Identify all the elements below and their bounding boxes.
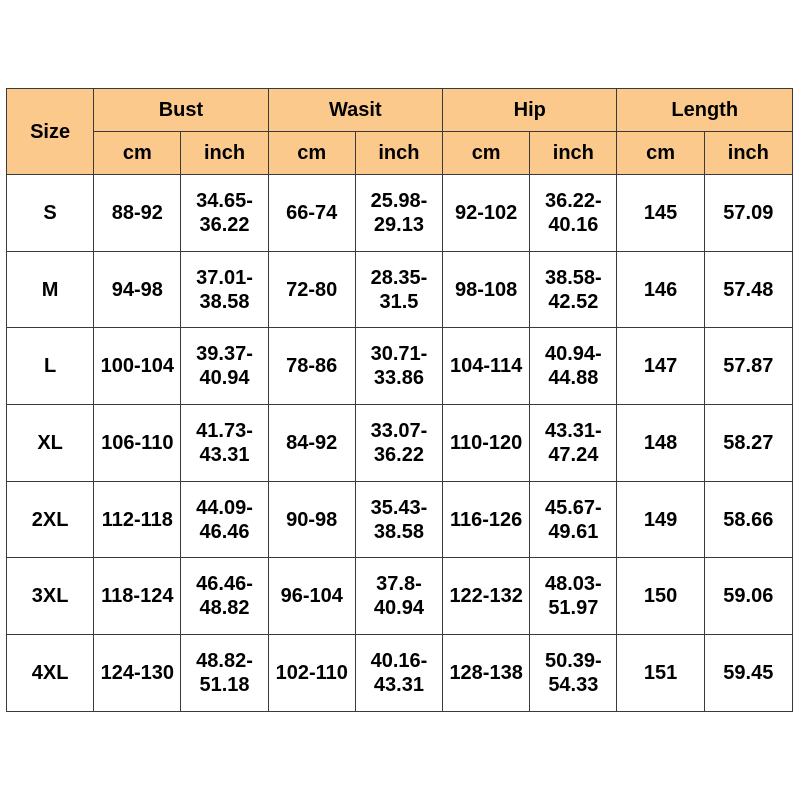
hip-header: Hip <box>443 89 617 132</box>
waist-inch-cell-line: 38.58 <box>373 520 424 543</box>
bust-inch-cell <box>181 175 268 252</box>
waist-inch-cell-line: 35.43- <box>370 496 428 519</box>
length-cm-cell: 145 <box>617 175 704 252</box>
table-row <box>7 635 793 712</box>
waist-inch-cell-line: 40.16- <box>370 649 428 672</box>
waist-inch-cell <box>355 635 442 712</box>
bust-inch-cell-line: 41.73- <box>196 419 253 442</box>
bust-cm-cell: 94-98 <box>94 251 181 328</box>
length-inch-cell: 57.48 <box>704 251 792 328</box>
hip-inch-cell <box>530 251 617 328</box>
length-inch-cell: 58.27 <box>704 405 792 482</box>
hip-inch-cell-line: 38.58- <box>544 266 602 289</box>
hip-inch-cell-line: 51.97 <box>548 597 599 620</box>
length-inch-cell: 58.66 <box>704 481 792 558</box>
bust-inch-cell-line: 37.01- <box>196 266 253 289</box>
bust-inch-cell <box>181 405 268 482</box>
bust-inch-cell-line: 36.22 <box>199 213 250 236</box>
size-cell: 4XL <box>7 635 94 712</box>
waist-inch-cell <box>355 251 442 328</box>
table-row <box>7 251 793 328</box>
hip-cm-cell: 92-102 <box>443 175 530 252</box>
length-cm-cell: 147 <box>617 328 704 405</box>
hip-inch-cell-line: 43.31- <box>544 419 602 442</box>
hip-cm-cell: 128-138 <box>443 635 530 712</box>
waist-inch-cell <box>355 481 442 558</box>
table-body <box>7 175 793 712</box>
waist-inch-cell-line: 43.31 <box>373 673 424 696</box>
bust-header: Bust <box>94 89 268 132</box>
size-cell: L <box>7 328 94 405</box>
length-cm-header: cm <box>617 132 704 175</box>
bust-inch-cell-line: 39.37- <box>196 343 253 366</box>
waist-inch-cell-line: 37.8- <box>376 573 422 596</box>
hip-inch-cell <box>530 481 617 558</box>
bust-inch-cell-line: 48.82 <box>199 597 250 620</box>
waist-cm-cell: 72-80 <box>268 251 355 328</box>
waist-inch-cell-line: 28.35- <box>370 266 428 289</box>
bust-cm-cell: 118-124 <box>94 558 181 635</box>
size-cell: M <box>7 251 94 328</box>
waist-cm-cell: 96-104 <box>268 558 355 635</box>
size-cell: 2XL <box>7 481 94 558</box>
hip-inch-cell <box>530 405 617 482</box>
bust-inch-cell-line: 51.18 <box>199 673 250 696</box>
header-group-row <box>7 89 793 132</box>
length-cm-cell: 151 <box>617 635 704 712</box>
length-header: Length <box>617 89 793 132</box>
bust-cm-cell: 112-118 <box>94 481 181 558</box>
hip-inch-cell-line: 36.22- <box>544 189 602 212</box>
waist-cm-cell: 102-110 <box>268 635 355 712</box>
bust-inch-cell-line: 43.31 <box>199 443 250 466</box>
bust-inch-cell-line: 48.82- <box>196 649 253 672</box>
bust-inch-cell-line: 38.58 <box>199 290 250 313</box>
bust-inch-cell-line: 40.94 <box>199 367 250 390</box>
hip-inch-cell <box>530 558 617 635</box>
bust-cm-cell: 124-130 <box>94 635 181 712</box>
table-header <box>7 89 793 175</box>
length-inch-cell: 57.87 <box>704 328 792 405</box>
hip-cm-cell: 110-120 <box>443 405 530 482</box>
table-row <box>7 328 793 405</box>
bust-inch-cell <box>181 635 268 712</box>
bust-inch-cell <box>181 481 268 558</box>
hip-cm-cell: 104-114 <box>443 328 530 405</box>
waist-inch-cell-line: 25.98- <box>370 189 428 212</box>
table-row <box>7 558 793 635</box>
bust-inch-cell-line: 46.46 <box>199 520 250 543</box>
hip-inch-cell-line: 54.33 <box>548 673 599 696</box>
waist-inch-cell-line: 33.07- <box>370 419 428 442</box>
bust-inch-cell-line: 34.65- <box>196 189 253 212</box>
hip-inch-cell-line: 48.03- <box>544 573 602 596</box>
hip-inch-cell <box>530 635 617 712</box>
hip-inch-cell-line: 47.24 <box>548 443 599 466</box>
hip-inch-header: inch <box>530 132 617 175</box>
waist-inch-cell <box>355 405 442 482</box>
bust-inch-cell <box>181 251 268 328</box>
hip-inch-cell <box>530 175 617 252</box>
table-row <box>7 481 793 558</box>
waist-cm-cell: 84-92 <box>268 405 355 482</box>
hip-inch-cell-line: 40.94- <box>544 343 602 366</box>
bust-inch-cell-line: 44.09- <box>196 496 253 519</box>
size-cell: 3XL <box>7 558 94 635</box>
waist-cm-cell: 90-98 <box>268 481 355 558</box>
hip-inch-cell-line: 49.61 <box>548 520 599 543</box>
hip-inch-cell-line: 40.16 <box>548 213 599 236</box>
length-inch-header: inch <box>704 132 792 175</box>
length-inch-cell: 57.09 <box>704 175 792 252</box>
waist-inch-cell-line: 29.13 <box>373 213 424 236</box>
length-cm-cell: 149 <box>617 481 704 558</box>
size-cell: S <box>7 175 94 252</box>
waist-header: Wasit <box>268 89 442 132</box>
table-row <box>7 405 793 482</box>
waist-inch-cell-line: 33.86 <box>373 367 424 390</box>
bust-inch-header: inch <box>181 132 268 175</box>
waist-inch-cell-line: 36.22 <box>373 443 424 466</box>
waist-inch-cell <box>355 175 442 252</box>
bust-cm-cell: 100-104 <box>94 328 181 405</box>
hip-inch-cell-line: 42.52 <box>548 290 599 313</box>
length-cm-cell: 148 <box>617 405 704 482</box>
table-row <box>7 175 793 252</box>
size-chart-table <box>6 88 793 712</box>
bust-cm-cell: 106-110 <box>94 405 181 482</box>
waist-inch-cell <box>355 328 442 405</box>
size-header: Size <box>7 89 94 175</box>
length-inch-cell: 59.06 <box>704 558 792 635</box>
waist-inch-cell-line: 30.71- <box>370 343 428 366</box>
waist-inch-cell <box>355 558 442 635</box>
bust-inch-cell <box>181 328 268 405</box>
hip-inch-cell-line: 50.39- <box>544 649 602 672</box>
size-cell: XL <box>7 405 94 482</box>
waist-inch-cell-line: 31.5 <box>379 290 419 313</box>
bust-cm-cell: 88-92 <box>94 175 181 252</box>
hip-inch-cell-line: 44.88 <box>548 367 599 390</box>
waist-inch-header: inch <box>355 132 442 175</box>
length-cm-cell: 146 <box>617 251 704 328</box>
hip-inch-cell-line: 45.67- <box>544 496 602 519</box>
length-cm-cell: 150 <box>617 558 704 635</box>
header-unit-row <box>7 132 793 175</box>
bust-inch-cell <box>181 558 268 635</box>
bust-inch-cell-line: 46.46- <box>196 573 253 596</box>
waist-inch-cell-line: 40.94 <box>373 597 424 620</box>
hip-cm-cell: 122-132 <box>443 558 530 635</box>
length-inch-cell: 59.45 <box>704 635 792 712</box>
hip-cm-header: cm <box>443 132 530 175</box>
hip-cm-cell: 116-126 <box>443 481 530 558</box>
hip-cm-cell: 98-108 <box>443 251 530 328</box>
waist-cm-cell: 78-86 <box>268 328 355 405</box>
waist-cm-header: cm <box>268 132 355 175</box>
waist-cm-cell: 66-74 <box>268 175 355 252</box>
bust-cm-header: cm <box>94 132 181 175</box>
hip-inch-cell <box>530 328 617 405</box>
